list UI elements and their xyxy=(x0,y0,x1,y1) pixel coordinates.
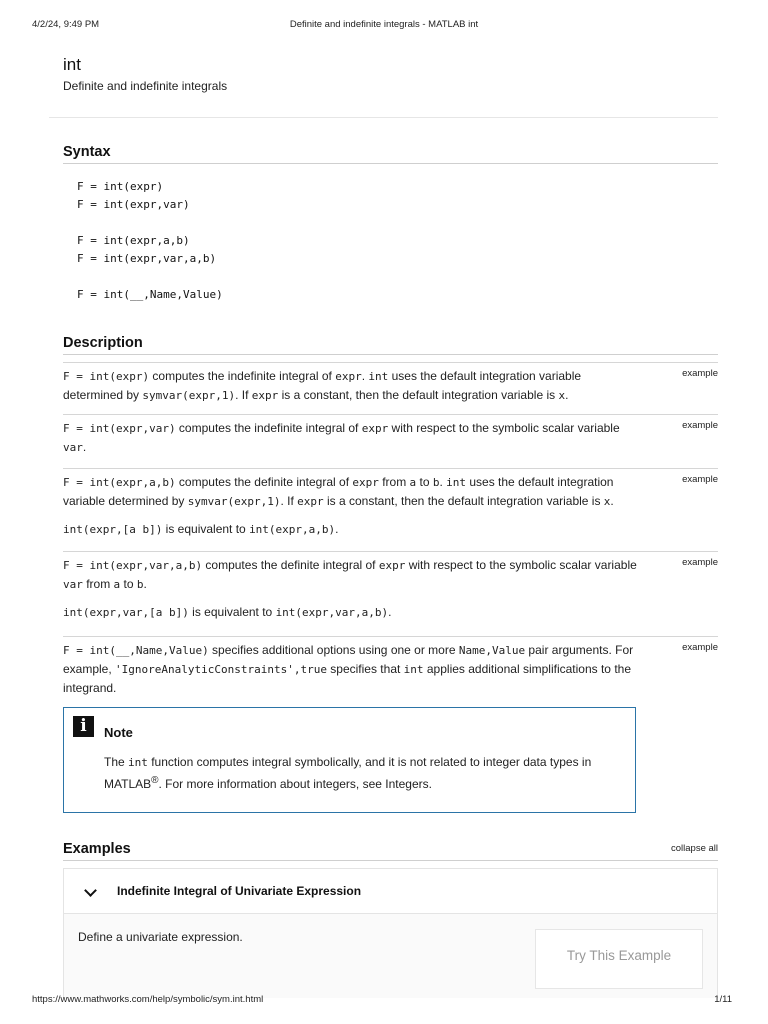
inline-code: x xyxy=(603,495,611,508)
example-panel xyxy=(63,868,718,998)
inline-code: F = int(expr,var) xyxy=(63,422,176,435)
inline-code: symvar(expr,1) xyxy=(187,495,281,508)
inline-code: b xyxy=(136,578,144,591)
inline-code: expr xyxy=(297,495,324,508)
description-text: F = int(expr,a,b) computes the definite integral of expr from a to b. int uses the default integration variable determined by symvar(expr,1). If expr is a constant, then the default integration variable is x. xyxy=(63,475,614,508)
example-text: Define a univariate expression. xyxy=(78,930,243,944)
inline-code: expr xyxy=(335,370,362,383)
syntax-heading: Syntax xyxy=(63,144,718,164)
page-purpose: Definite and indefinite integrals xyxy=(63,79,228,93)
collapse-all-link[interactable]: collapse all xyxy=(671,843,718,854)
syntax-line: F = int(expr,var) xyxy=(77,198,190,211)
inline-code: F = int(expr,a,b) xyxy=(63,476,176,489)
inline-code: var xyxy=(63,441,83,454)
description-text: F = int(expr) computes the indefinite integral of expr. int uses the default integration variable determined by symvar(expr,1). If expr is a constant, then the default integration variable is x. xyxy=(63,369,582,402)
syntax-line: F = int(expr,a,b) xyxy=(77,234,190,247)
description-text: F = int(expr,var) computes the indefinite integral of expr with respect to the symbolic scalar variable var. xyxy=(63,421,620,454)
example-link[interactable]: example xyxy=(682,642,718,653)
description-item xyxy=(63,551,718,622)
inline-code: a xyxy=(113,578,121,591)
inline-code: 'IgnoreAnalyticConstraints',true xyxy=(115,663,327,676)
note-box xyxy=(63,707,636,813)
description-heading: Description xyxy=(63,335,718,355)
inline-code: int(expr,var,a,b) xyxy=(275,606,389,619)
inline-code: b xyxy=(432,476,440,489)
syntax-line: F = int(expr,var,a,b) xyxy=(77,252,217,265)
inline-code: int(expr,var,[a b]) xyxy=(63,606,189,619)
description-item xyxy=(63,636,718,697)
inline-code: expr xyxy=(361,422,389,435)
inline-code: int xyxy=(446,476,467,489)
description-text: int(expr,[a b]) is equivalent to int(expr,a,b). xyxy=(63,522,339,536)
example-link[interactable]: example xyxy=(682,420,718,431)
print-header xyxy=(32,19,736,33)
description-item xyxy=(63,468,718,539)
inline-code: expr xyxy=(251,389,279,402)
page-number: 1/11 xyxy=(714,994,732,1005)
example-title: Indefinite Integral of Univariate Expression xyxy=(117,884,362,898)
inline-code: int xyxy=(128,756,148,769)
inline-code: F = int(expr) xyxy=(63,370,150,383)
syntax-list xyxy=(77,178,223,304)
registered-mark: ® xyxy=(151,775,159,786)
syntax-line: F = int(__,Name,Value) xyxy=(77,288,223,301)
inline-code: x xyxy=(558,389,566,402)
chevron-down-icon xyxy=(84,884,97,897)
inline-code: symvar(expr,1) xyxy=(142,389,236,402)
try-example-button[interactable]: Try This Example xyxy=(535,929,703,989)
inline-code: expr xyxy=(378,559,406,572)
integers-link[interactable]: Integers xyxy=(385,777,429,791)
example-toggle[interactable] xyxy=(64,869,717,914)
description-item xyxy=(63,414,718,457)
example-link[interactable]: example xyxy=(682,557,718,568)
note-title: Note xyxy=(104,725,133,740)
inline-code: Name,Value xyxy=(458,644,526,657)
inline-code: int(expr,[a b]) xyxy=(63,523,163,536)
inline-code: F = int(__,Name,Value) xyxy=(63,644,209,657)
print-page-title: Definite and indefinite integrals - MATLAB int xyxy=(289,19,479,30)
title-divider xyxy=(49,117,718,118)
inline-code: a xyxy=(409,476,417,489)
syntax-line: F = int(expr) xyxy=(77,180,164,193)
inline-code: int(expr,a,b) xyxy=(249,523,336,536)
page-url: https://www.mathworks.com/help/symbolic/sym.int.html xyxy=(32,994,264,1005)
description-text: F = int(expr,var,a,b) computes the definite integral of expr with respect to the symbolic scalar variable var from a to b. xyxy=(63,558,637,591)
inline-code: var xyxy=(63,578,83,591)
example-body xyxy=(64,914,717,998)
print-date: 4/2/24, 9:49 PM xyxy=(32,19,100,30)
inline-code: int xyxy=(403,663,424,676)
page-title: int xyxy=(63,55,81,74)
inline-code: int xyxy=(368,370,389,383)
info-icon: i xyxy=(73,716,94,737)
inline-code: expr xyxy=(352,476,379,489)
description-item xyxy=(63,362,718,405)
description-text: int(expr,var,[a b]) is equivalent to int(expr,var,a,b). xyxy=(63,605,392,619)
inline-code: F = int(expr,var,a,b) xyxy=(63,559,203,572)
examples-heading: Examples xyxy=(63,841,718,861)
example-link[interactable]: example xyxy=(682,368,718,379)
note-text: The int function computes integral symbolically, and it is not related to integer data types in MATLAB®. For more information about integers, see Integers. xyxy=(104,755,592,791)
example-link[interactable]: example xyxy=(682,474,718,485)
print-footer xyxy=(32,994,750,1008)
description-text: F = int(__,Name,Value) specifies additional options using one or more Name,Value pair arguments. For example, 'IgnoreAnalyticConstraints',true specifies that int applies additional simplifications to the integrand. xyxy=(63,643,634,695)
